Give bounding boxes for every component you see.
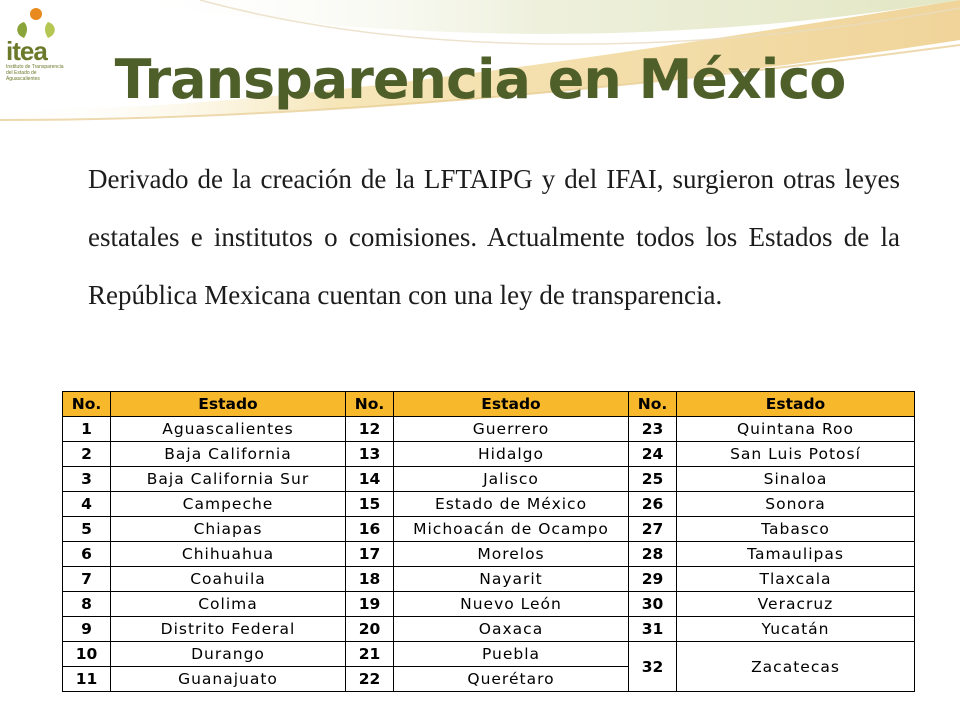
state-number: 11 [63,667,111,692]
state-number: 8 [63,592,111,617]
state-number: 15 [346,492,394,517]
header-number: No. [63,392,111,417]
state-number: 2 [63,442,111,467]
table-row [63,467,915,492]
intro-paragraph: Derivado de la creación de la LFTAIPG y del IFAI, surgieron otras leyes estatales e institutos o comisiones. Actualmente todos los Estados de la República Mexicana cuentan con una ley de transparencia. [88,164,900,310]
table-row [63,617,915,642]
state-number: 27 [629,517,677,542]
state-number: 13 [346,442,394,467]
header-state: Estado [677,392,915,417]
state-name: Tamaulipas [677,542,915,567]
header-state: Estado [111,392,346,417]
state-number: 19 [346,592,394,617]
state-number: 1 [63,417,111,442]
table-row [63,442,915,467]
state-name: Nuevo León [394,592,629,617]
table-row [63,417,915,442]
state-number: 24 [629,442,677,467]
state-name: Jalisco [394,467,629,492]
header-number: No. [629,392,677,417]
table-row [63,592,915,617]
state-name: Baja California Sur [111,467,346,492]
state-name: Guanajuato [111,667,346,692]
state-name: Baja California [111,442,346,467]
state-name: Distrito Federal [111,617,346,642]
table-row [63,567,915,592]
state-name: Chihuahua [111,542,346,567]
state-number: 16 [346,517,394,542]
state-name: Nayarit [394,567,629,592]
state-name: Guerrero [394,417,629,442]
state-number: 31 [629,617,677,642]
state-name: Campeche [111,492,346,517]
state-name: Colima [111,592,346,617]
state-name: Yucatán [677,617,915,642]
state-name: Quintana Roo [677,417,915,442]
page-title: Transparencia en México [114,48,846,111]
state-name: San Luis Potosí [677,442,915,467]
state-name: Oaxaca [394,617,629,642]
state-number: 7 [63,567,111,592]
state-number: 14 [346,467,394,492]
state-number: 12 [346,417,394,442]
header-state: Estado [394,392,629,417]
state-name: Querétaro [394,667,629,692]
state-number: 9 [63,617,111,642]
state-number: 23 [629,417,677,442]
state-name: Chiapas [111,517,346,542]
state-name: Veracruz [677,592,915,617]
state-number: 28 [629,542,677,567]
state-name: Tabasco [677,517,915,542]
state-name: Tlaxcala [677,567,915,592]
state-number: 4 [63,492,111,517]
state-name: Sinaloa [677,467,915,492]
state-name: Coahuila [111,567,346,592]
state-number: 6 [63,542,111,567]
state-number: 3 [63,467,111,492]
state-number: 26 [629,492,677,517]
state-number: 18 [346,567,394,592]
state-name: Estado de México [394,492,629,517]
logo-caption: Instituto de Transparencia del Estado de Aguascalientes [6,64,64,82]
table-header-row [63,392,915,417]
header-number: No. [346,392,394,417]
state-name: Hidalgo [394,442,629,467]
state-number: 20 [346,617,394,642]
state-name: Durango [111,642,346,667]
table-row [63,492,915,517]
state-number: 17 [346,542,394,567]
states-table [62,391,915,692]
state-name: Aguascalientes [111,417,346,442]
table-row [63,542,915,567]
state-number: 5 [63,517,111,542]
state-name: Michoacán de Ocampo [394,517,629,542]
state-name: Puebla [394,642,629,667]
state-name: Morelos [394,542,629,567]
state-number: 25 [629,467,677,492]
state-number: 32 [629,642,677,692]
state-number: 30 [629,592,677,617]
state-name: Zacatecas [677,642,915,692]
state-name: Sonora [677,492,915,517]
logo-wordmark: itea [6,36,47,66]
table-row [63,642,915,667]
state-number: 22 [346,667,394,692]
state-number: 21 [346,642,394,667]
table-row [63,517,915,542]
state-number: 29 [629,567,677,592]
state-number: 10 [63,642,111,667]
